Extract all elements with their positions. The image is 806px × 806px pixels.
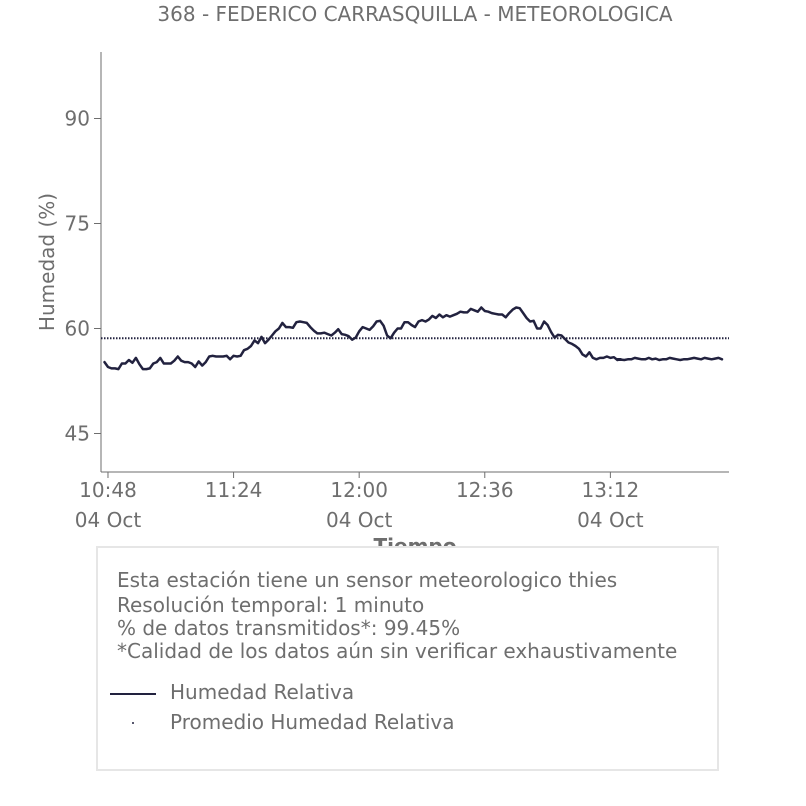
legend-line-swatch: [110, 693, 156, 695]
x-tick-label: 12:00: [330, 478, 388, 502]
info-quality-note: *Calidad de los datos aún sin verificar exhaustivamente: [117, 639, 678, 663]
y-tick-label: 45: [64, 421, 90, 446]
legend-label-humedad: Humedad Relativa: [170, 680, 355, 704]
info-sensor: Esta estación tiene un sensor meteorologico thies: [117, 568, 618, 592]
series-group: [101, 308, 729, 370]
chart-title: 368 - FEDERICO CARRASQUILLA - METEOROLOGICA: [157, 2, 673, 26]
info-transmitted: % de datos transmitidos*: 99.45%: [117, 616, 461, 640]
legend-dot-swatch: [132, 722, 134, 724]
y-tick-label: 90: [64, 106, 90, 131]
y-tick-label: 75: [64, 211, 90, 236]
y-tick-label: 60: [64, 316, 90, 341]
x-tick-label: 10:48: [79, 478, 137, 502]
legend-label-promedio: Promedio Humedad Relativa: [170, 710, 455, 734]
x-tick-date-label: 04 Oct: [577, 508, 644, 532]
x-tick-date-label: 04 Oct: [74, 508, 142, 532]
x-tick-label: 13:12: [581, 478, 640, 502]
x-tick-date-label: 04 Oct: [325, 508, 393, 532]
x-tick-label: 11:24: [204, 478, 263, 502]
x-tick-label: 12:36: [455, 478, 514, 502]
info-resolution: Resolución temporal: 1 minuto: [117, 593, 425, 617]
y-axis-label: Humedad (%): [35, 192, 59, 332]
info-legend-box: [96, 546, 719, 771]
axes: [65, 52, 729, 532]
